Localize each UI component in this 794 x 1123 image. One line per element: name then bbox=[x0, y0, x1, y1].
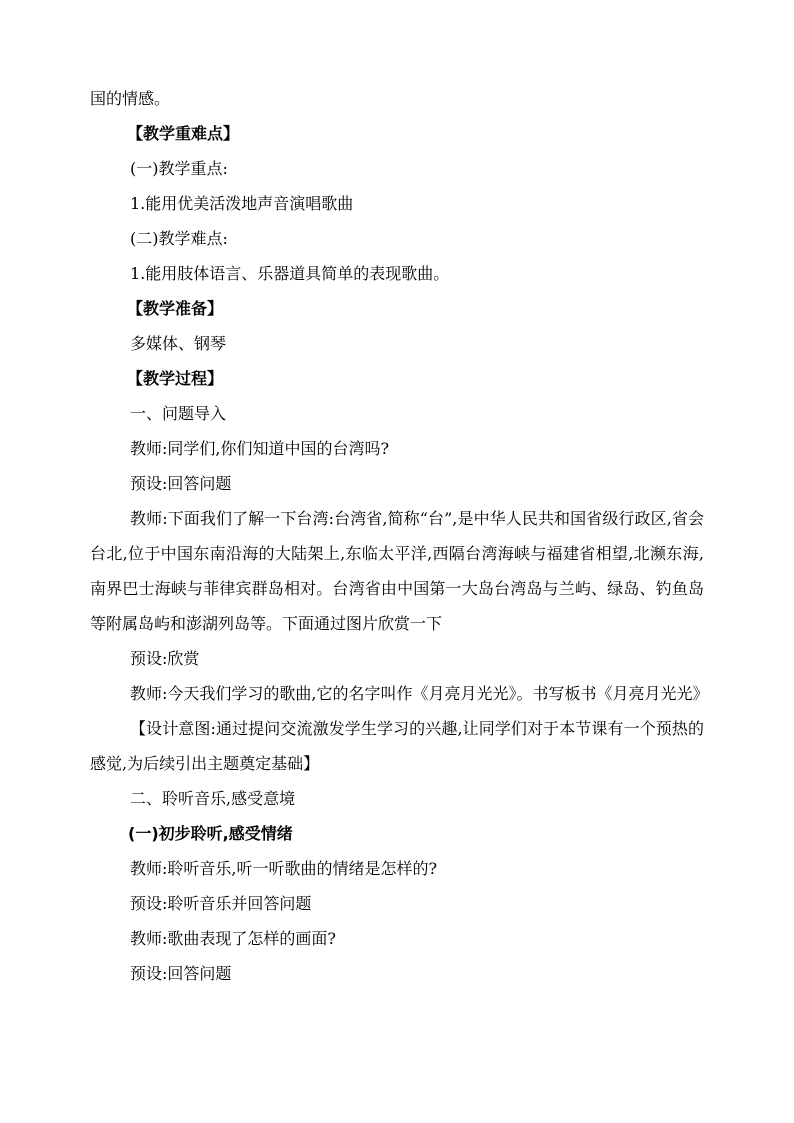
difficulty-1: 1.能用肢体语言、乐器道具简单的表现歌曲。 bbox=[130, 264, 450, 283]
heading-preparation: 【教学准备】 bbox=[127, 299, 224, 318]
paragraph-intro-end: 国的情感。 bbox=[90, 89, 171, 108]
teacher-line-scene: 教师:歌曲表现了怎样的画面? bbox=[130, 929, 336, 948]
design-intent-paragraph: 【设计意图:通过提问交流激发学生学习的兴趣,让同学们对于本节课有一个预热的感觉,为后续引出主题奠定基础】 bbox=[90, 719, 704, 773]
preset-line-3: 预设:聆听音乐并回答问题 bbox=[130, 894, 312, 913]
heading-process: 【教学过程】 bbox=[127, 369, 224, 388]
teacher-song-paragraph: 教师:今天我们学习的歌曲,它的名字叫作《月亮月光光》。书写板书《月亮月光光》 bbox=[130, 684, 709, 703]
section-listening: 二、聆听音乐,感受意境 bbox=[130, 789, 296, 808]
teacher-line-emotion: 教师:聆听音乐,听一听歌曲的情绪是怎样的? bbox=[130, 859, 438, 878]
key-point-1: 1.能用优美活泼地声音演唱歌曲 bbox=[130, 194, 354, 213]
subheading-first-listen: (一)初步聆听,感受情绪 bbox=[128, 824, 293, 843]
subheading-difficulties: (二)教学难点: bbox=[130, 229, 228, 248]
teacher-taiwan-paragraph: 教师:下面我们了解一下台湾:台湾省,简称“台”,是中华人民共和国省级行政区,省会台北,位于中国东南沿海的大陆架上,东临太平洋,西隔台湾海峡与福建省相望,北濒东海,南界巴士海峡与菲律宾群岛相对。台湾省由中国第一大岛台湾岛与兰屿、绿岛、钓鱼岛等附属岛屿和澎湖列岛等。下面通过图片欣赏一下 bbox=[90, 509, 704, 633]
preset-line-2: 预设:欣赏 bbox=[130, 649, 200, 668]
preset-line-1: 预设:回答问题 bbox=[130, 474, 232, 493]
document-page bbox=[90, 81, 709, 991]
teacher-line-1: 教师:同学们,你们知道中国的台湾吗? bbox=[130, 439, 390, 458]
preset-line-4: 预设:回答问题 bbox=[130, 964, 232, 983]
subheading-key-points: (一)教学重点: bbox=[130, 159, 228, 178]
section-question-intro: 一、问题导入 bbox=[130, 404, 227, 423]
preparation-items: 多媒体、钢琴 bbox=[130, 334, 227, 353]
heading-key-difficulties: 【教学重难点】 bbox=[127, 124, 240, 143]
